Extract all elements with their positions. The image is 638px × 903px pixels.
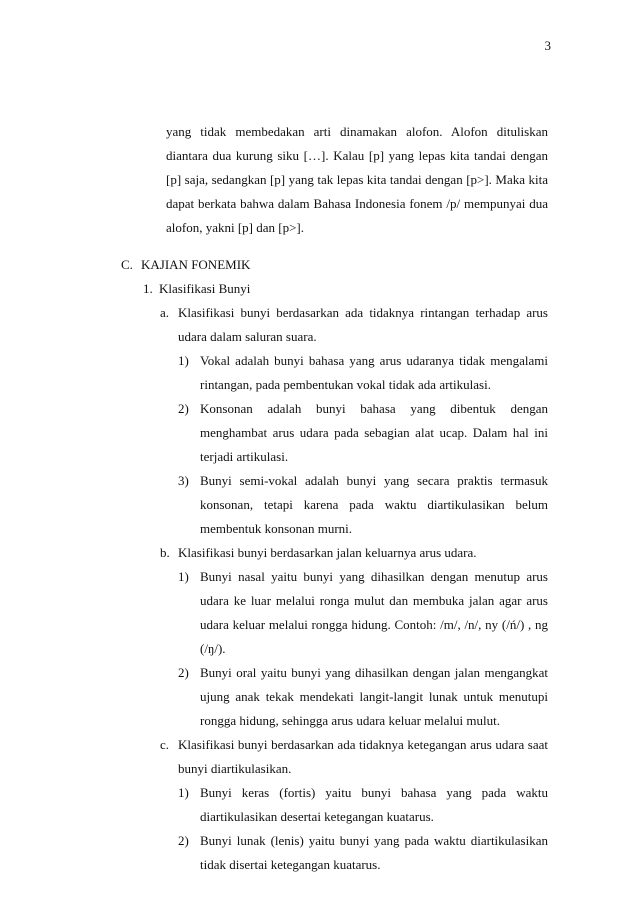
sub-list-item [178, 565, 548, 661]
sub-list-item-text: Bunyi oral yaitu bunyi yang dihasilkan dengan jalan mengangkat ujung anak tekak mendekati langit-langit lunak untuk menutupi rongga hidung, sehingga arus udara keluar melalui mulut. [200, 665, 548, 728]
list-item-text: Klasifikasi bunyi berdasarkan jalan keluarnya arus udara. [178, 545, 477, 560]
sub-list-item [178, 469, 548, 541]
sub-list-item-text: Bunyi nasal yaitu bunyi yang dihasilkan dengan menutup arus udara ke luar melalui ronga mulut dan membuka jalan agar arus udara keluar melalui rongga hidung. Contoh: /m/, /n/, ny (/ń/) , ng (/ŋ/). [200, 569, 548, 656]
sub-list-item-marker: 3) [178, 473, 189, 488]
page-number: 3 [544, 38, 551, 53]
sub-list-item-marker: 1) [178, 569, 189, 584]
sub-list-item [178, 781, 548, 829]
sub-list-item-text: Bunyi lunak (lenis) yaitu bunyi yang pada waktu diartikulasikan tidak disertai ketegangan kuatarus. [200, 833, 548, 872]
list-item-marker: c. [160, 737, 170, 752]
list-item [160, 541, 548, 565]
sub-list-item [178, 829, 548, 877]
classification-list [121, 277, 548, 877]
section-title: KAJIAN FONEMIK [141, 257, 251, 272]
list-item [160, 301, 548, 349]
section-heading [121, 253, 250, 277]
list-item-text: Klasifikasi bunyi berdasarkan ada tidaknya rintangan terhadap arus udara dalam saluran suara. [178, 305, 548, 344]
list-item-marker: a. [160, 305, 170, 320]
list-item [160, 733, 548, 781]
sub-list-item-marker: 2) [178, 401, 189, 416]
sub-list-item-text: Vokal adalah bunyi bahasa yang arus udaranya tidak mengalami rintangan, pada pembentukan vokal tidak ada artikulasi. [200, 353, 548, 392]
sub-list-item-marker: 1) [178, 785, 189, 800]
subsection-heading [143, 277, 548, 301]
sub-list-item [178, 349, 548, 397]
subsection-title: Klasifikasi Bunyi [159, 281, 251, 296]
sub-list-item-marker: 2) [178, 665, 189, 680]
intro-paragraph: yang tidak membedakan arti dinamakan alofon. Alofon dituliskan diantara dua kurung siku […]. Kalau [p] yang lepas kita tandai dengan [p] saja, sedangkan [p] yang tak lepas kita tandai dengan [p>]. Maka kita dapat berkata bahwa dalam Bahasa Indonesia fonem /p/ mempunyai dua alofon, yakni [p] dan [p>]. [166, 124, 548, 235]
list-item-marker: b. [160, 545, 170, 560]
sub-list-item-text: Konsonan adalah bunyi bahasa yang dibentuk dengan menghambat arus udara pada sebagian alat ucap. Dalam hal ini terjadi artikulasi. [200, 401, 548, 464]
sub-list-item-marker: 1) [178, 353, 189, 368]
sub-list-item-text: Bunyi semi-vokal adalah bunyi yang secara praktis termasuk konsonan, tetapi karena pada waktu diartikulasikan belum membentuk konsonan murni. [200, 473, 548, 536]
sub-list-item [178, 397, 548, 469]
sub-list-item-text: Bunyi keras (fortis) yaitu bunyi bahasa yang pada waktu diartikulasikan desertai ketegangan kuatarus. [200, 785, 548, 824]
sub-list-item [178, 661, 548, 733]
sub-list-item-marker: 2) [178, 833, 189, 848]
list-item-text: Klasifikasi bunyi berdasarkan ada tidaknya ketegangan arus udara saat bunyi diartikulasikan. [178, 737, 548, 776]
section-label: C. [121, 257, 133, 272]
subsection-label: 1. [143, 281, 153, 296]
